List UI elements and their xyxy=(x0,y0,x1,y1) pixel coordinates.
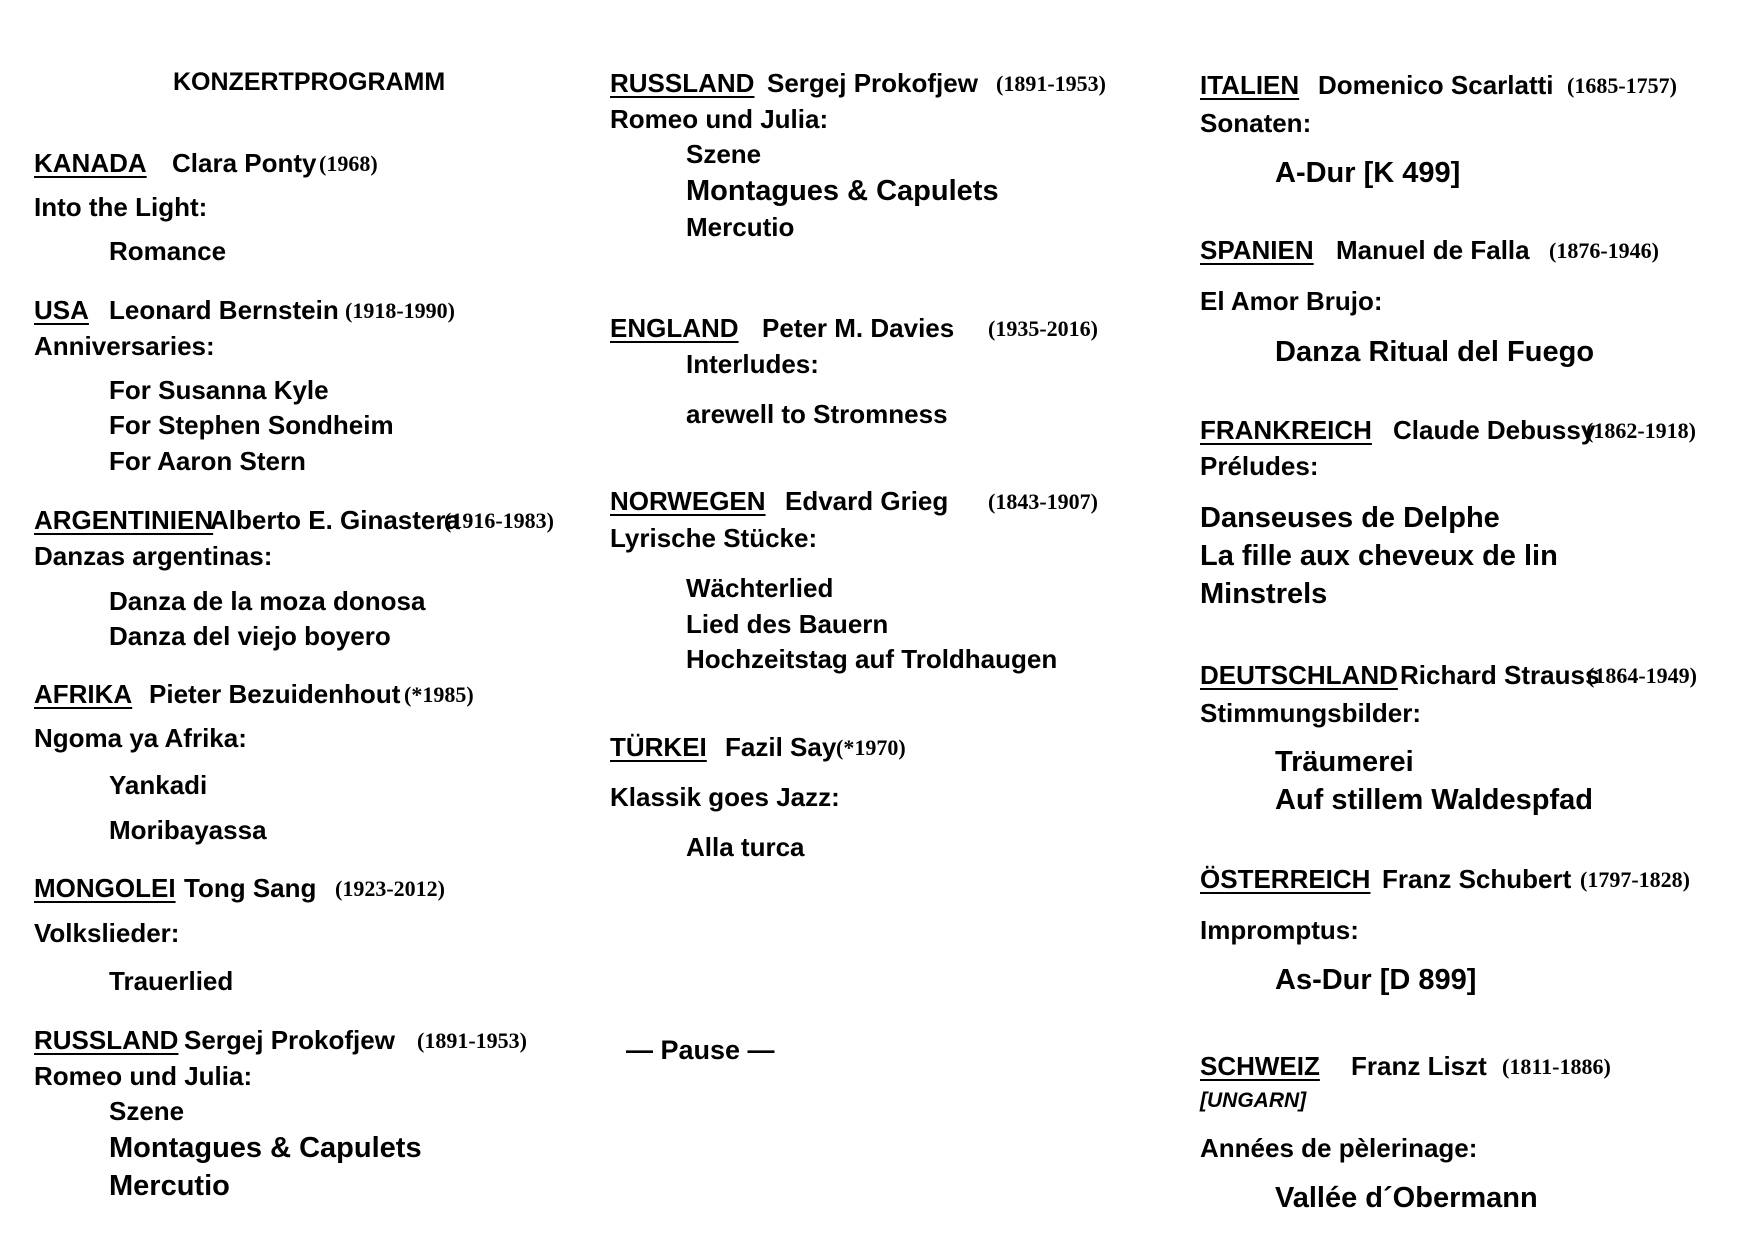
country-mongolei: MONGOLEI xyxy=(34,873,176,903)
piece: As-Dur [D 899] xyxy=(1275,964,1477,996)
piece: Danza de la moza donosa xyxy=(109,586,426,616)
piece: Szene xyxy=(109,1096,185,1126)
work-title: Romeo und Julia: xyxy=(34,1061,253,1091)
work-title: Klassik goes Jazz: xyxy=(610,782,840,812)
country-england: ENGLAND xyxy=(610,313,739,343)
years-liszt: (1811-1886) xyxy=(1502,1054,1611,1079)
piece: Minstrels xyxy=(1200,578,1328,610)
piece: Szene xyxy=(686,139,762,169)
years-debussy: (1862-1918) xyxy=(1586,418,1696,443)
work-title: Lyrische Stücke: xyxy=(610,523,818,553)
country-deutschland: DEUTSCHLAND xyxy=(1200,660,1398,690)
years-say: (*1970) xyxy=(836,735,906,760)
piece: arewell to Stromness xyxy=(686,399,948,429)
work-title: Volkslieder: xyxy=(34,918,180,948)
country-russland: RUSSLAND xyxy=(34,1025,179,1055)
composer-schubert: Franz Schubert xyxy=(1382,864,1572,894)
country-norwegen: NORWEGEN xyxy=(610,486,766,516)
years-davies: (1935-2016) xyxy=(988,316,1098,341)
years-de-falla: (1876-1946) xyxy=(1549,238,1659,263)
years-prokofjew: (1891-1953) xyxy=(417,1028,527,1053)
piece: La fille aux cheveux de lin xyxy=(1200,540,1558,572)
composer-prokofjew: Sergej Prokofjew xyxy=(767,68,978,98)
composer-de-falla: Manuel de Falla xyxy=(1336,235,1530,265)
pause-label: — Pause — xyxy=(626,1035,775,1065)
country-schweiz: SCHWEIZ xyxy=(1200,1051,1320,1081)
composer-debussy: Claude Debussy xyxy=(1393,415,1596,445)
piece: Mercutio xyxy=(109,1170,230,1202)
country-afrika: AFRIKA xyxy=(34,679,133,709)
work-title: Années de pèlerinage: xyxy=(1200,1133,1478,1163)
work-title: Préludes: xyxy=(1200,451,1319,481)
composer-ginastera: Alberto E. Ginastera xyxy=(210,505,460,535)
piece: Träumerei xyxy=(1275,746,1414,778)
piece: Romance xyxy=(109,236,227,266)
piece: A-Dur [K 499] xyxy=(1275,157,1461,189)
years-tong-sang: (1923-2012) xyxy=(335,876,445,901)
piece: Danza Ritual del Fuego xyxy=(1275,336,1595,368)
piece: Wächterlied xyxy=(686,573,834,603)
work-title: Romeo und Julia: xyxy=(610,104,829,134)
composer-scarlatti: Domenico Scarlatti xyxy=(1318,70,1554,100)
piece: Danseuses de Delphe xyxy=(1200,502,1500,534)
work-title: Impromptus: xyxy=(1200,915,1359,945)
country-tuerkei: TÜRKEI xyxy=(610,732,707,762)
composer-liszt: Franz Liszt xyxy=(1351,1051,1487,1081)
composer-strauss: Richard Strauss xyxy=(1400,660,1600,690)
work-title: Anniversaries: xyxy=(34,331,215,361)
country-italien: ITALIEN xyxy=(1200,70,1300,100)
years-scarlatti: (1685-1757) xyxy=(1567,73,1677,98)
years-bezuidenhout: (*1985) xyxy=(404,682,474,707)
work-title: Sonaten: xyxy=(1200,108,1312,138)
country-argentinien: ARGENTINIEN xyxy=(34,505,214,535)
work-title: Into the Light: xyxy=(34,192,208,222)
piece: Montagues & Capulets xyxy=(686,175,999,207)
composer-say: Fazil Say xyxy=(725,732,837,762)
years-strauss: (1864-1949) xyxy=(1587,663,1697,688)
piece: Moribayassa xyxy=(109,815,267,845)
composer-prokofjew: Sergej Prokofjew xyxy=(184,1025,395,1055)
country-frankreich: FRANKREICH xyxy=(1200,415,1372,445)
country-kanada: KANADA xyxy=(34,148,147,178)
piece: Trauerlied xyxy=(109,966,234,996)
piece: Lied des Bauern xyxy=(686,609,889,639)
piece: Alla turca xyxy=(686,832,805,862)
origin-note: [UNGARN] xyxy=(1200,1089,1307,1112)
years-prokofjew: (1891-1953) xyxy=(996,71,1106,96)
piece: Vallée d´Obermann xyxy=(1275,1182,1538,1214)
country-usa: USA xyxy=(34,295,89,325)
composer-davies: Peter M. Davies xyxy=(762,313,955,343)
years-ponty: (1968) xyxy=(319,151,378,176)
work-title: Danzas argentinas: xyxy=(34,541,273,571)
piece: Danza del viejo boyero xyxy=(109,621,391,651)
work-title: Interludes: xyxy=(686,349,819,379)
country-oesterreich: ÖSTERREICH xyxy=(1200,864,1371,894)
piece: Hochzeitstag auf Troldhaugen xyxy=(686,644,1058,674)
page-title: KONZERTPROGRAMM xyxy=(173,68,446,96)
piece: For Stephen Sondheim xyxy=(109,410,394,440)
piece: For Susanna Kyle xyxy=(109,375,329,405)
work-title: El Amor Brujo: xyxy=(1200,286,1383,316)
work-title: Stimmungsbilder: xyxy=(1200,698,1422,728)
piece: Auf stillem Waldespfad xyxy=(1275,784,1593,816)
years-schubert: (1797-1828) xyxy=(1580,867,1690,892)
piece: For Aaron Stern xyxy=(109,446,306,476)
composer-grieg: Edvard Grieg xyxy=(785,486,949,516)
years-bernstein: (1918-1990) xyxy=(345,298,455,323)
composer-ponty: Clara Ponty xyxy=(172,148,317,178)
composer-tong-sang: Tong Sang xyxy=(184,873,317,903)
composer-bernstein: Leonard Bernstein xyxy=(109,295,339,325)
composer-bezuidenhout: Pieter Bezuidenhout xyxy=(149,679,401,709)
years-grieg: (1843-1907) xyxy=(988,489,1098,514)
piece: Mercutio xyxy=(686,212,795,242)
country-spanien: SPANIEN xyxy=(1200,235,1314,265)
work-title: Ngoma ya Afrika: xyxy=(34,723,247,753)
piece: Yankadi xyxy=(109,770,208,800)
years-ginastera: (1916-1983) xyxy=(444,508,554,533)
piece: Montagues & Capulets xyxy=(109,1132,422,1164)
country-russland: RUSSLAND xyxy=(610,68,755,98)
